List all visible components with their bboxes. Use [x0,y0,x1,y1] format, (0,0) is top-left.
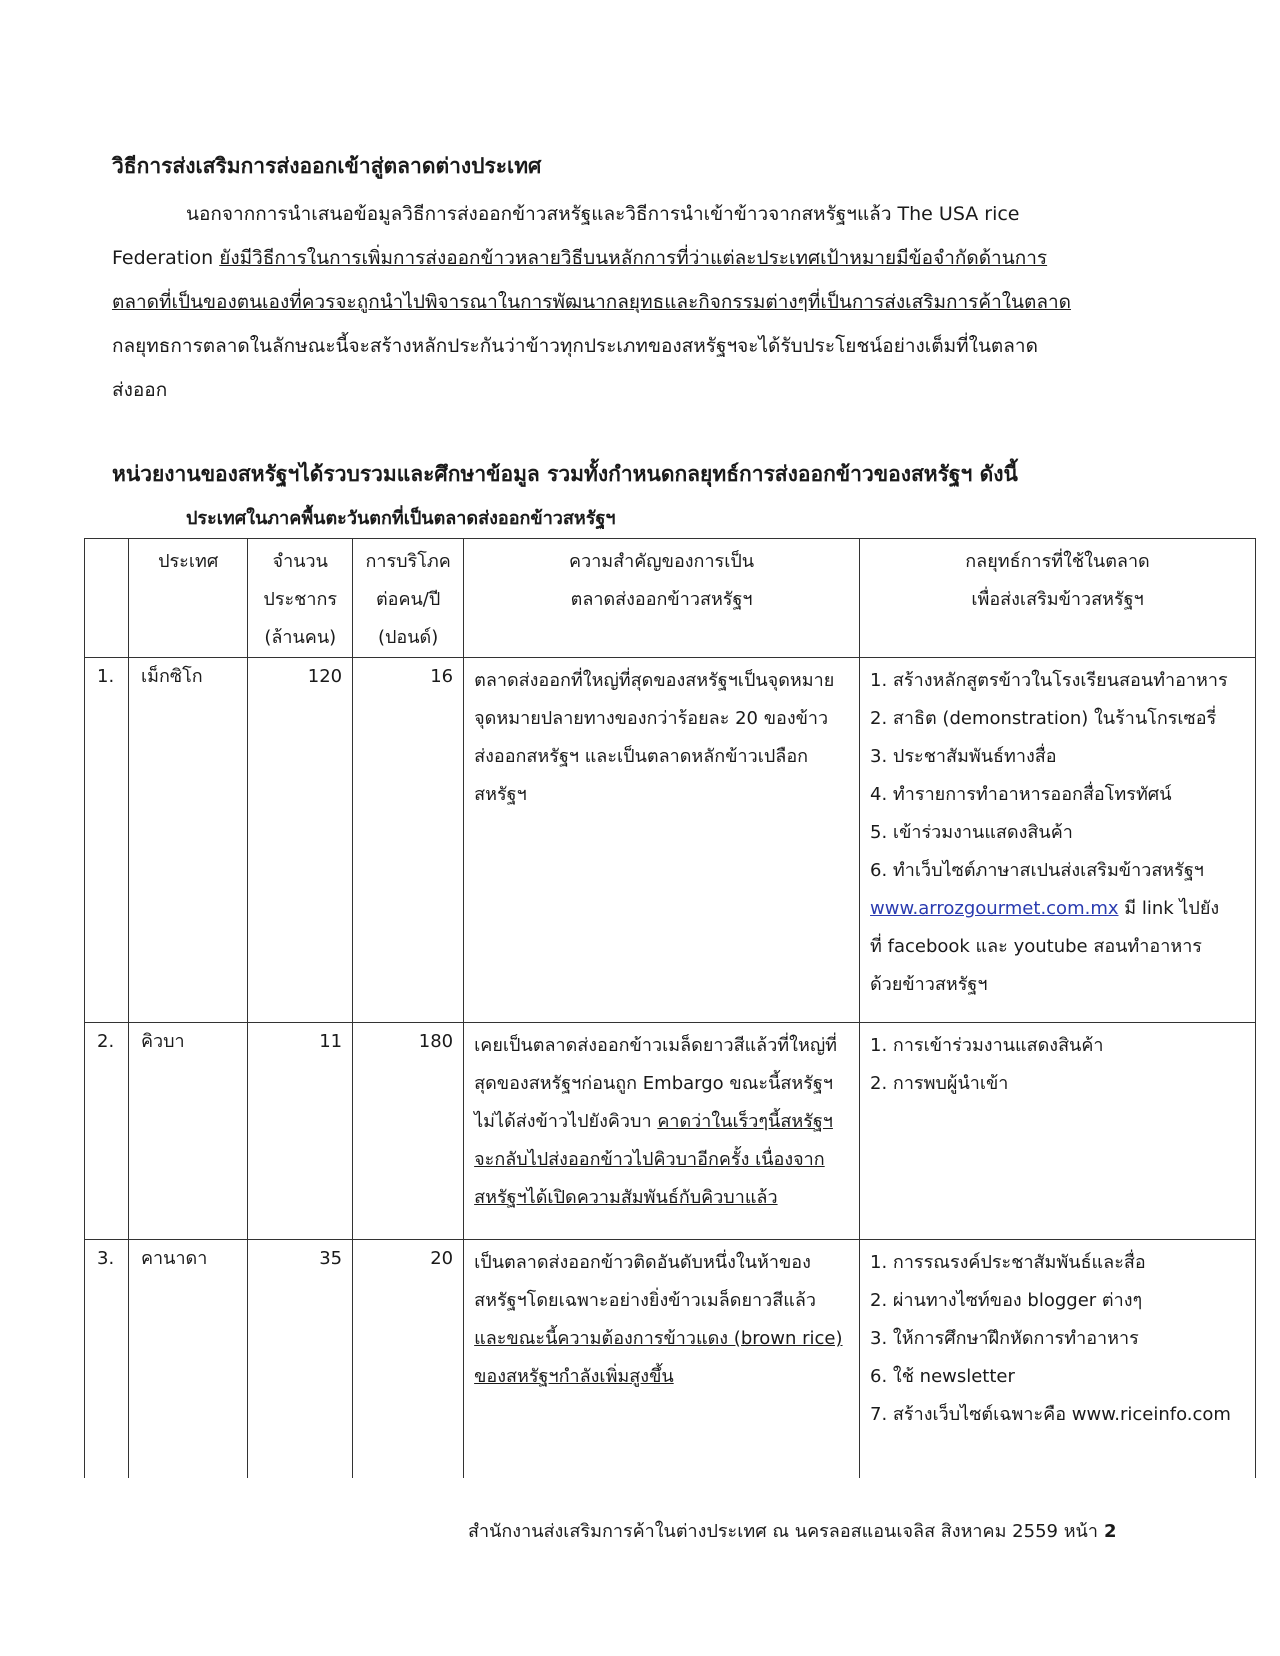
row-country: คิวบา [128,1023,247,1240]
paragraph-line-2-underlined: ยังมีวิธีการในการเพิ่มการส่งออกข้าวหลายวิธีบนหลักการที่ว่าแต่ละประเทศเป้าหมายมีข้อจำกัดด้านการ [219,247,1048,269]
table-caption: ประเทศในภาคพื้นตะวันตกที่เป็นตลาดส่งออกข้าวสหรัฐฯ [186,508,616,529]
row-number: 2. [85,1023,129,1240]
row-number: 3. [85,1240,129,1479]
table-row [85,1023,1256,1240]
intro-paragraph [112,192,1172,412]
paragraph-line-3: ตลาดที่เป็นของตนเองที่ควรจะถูกนำไปพิจารณาในการพัฒนากลยุทธและกิจกรรมต่างๆที่เป็นการส่งเสริมการค้าในตลาด [112,291,1071,313]
row-strategy: 1. การรณรงค์ประชาสัมพันธ์และสื่อ 2. ผ่านทางไซท์ของ blogger ต่างๆ 3. ให้การศึกษาฝึกหัดการทำอาหาร 6. ใช้ newsletter 7. สร้างเว็บไซต์เฉพาะคือ www.riceinfo.com [860,1240,1256,1479]
table-row [85,658,1256,1023]
header-importance: ความสำคัญของการเป็น ตลาดส่งออกข้าวสหรัฐฯ [464,539,860,658]
row-population: 35 [248,1240,353,1479]
header-strategy: กลยุทธ์การที่ใช้ในตลาด เพื่อส่งเสริมข้าวสหรัฐฯ [860,539,1256,658]
page-number: 2 [1103,1521,1117,1542]
row-population: 120 [248,658,353,1023]
section-heading: วิธีการส่งเสริมการส่งออกเข้าสู่ตลาดต่างประเทศ [112,154,542,178]
table-row [85,1240,1256,1479]
arrozgourmet-link[interactable]: www.arrozgourmet.com.mx [870,898,1119,919]
header-population: จำนวน ประชากร (ล้านคน) [248,539,353,658]
row-consumption: 16 [353,658,464,1023]
table-section-heading: หน่วยงานของสหรัฐฯได้รวบรวมและศึกษาข้อมูล รวมทั้งกำหนดกลยุทธ์การส่งออกข้าวของสหรัฐฯ ดังนี้ [112,462,1018,486]
row-importance: เป็นตลาดส่งออกข้าวติดอันดับหนึ่งในห้าของ สหรัฐฯโดยเฉพาะอย่างยิ่งข้าวเมล็ดยาวสีแล้ว และขณะนี้ความต้องการข้าวแดง (brown rice) ของสหรัฐฯกำลังเพิ่มสูงขึ้น [464,1240,860,1479]
export-markets-table [84,538,1256,1478]
header-number [85,539,129,658]
page-footer [468,1516,1117,1545]
paragraph-line-2-start: Federation [112,247,220,269]
header-consumption: การบริโภค ต่อคน/ปี (ปอนด์) [353,539,464,658]
row-strategy: 1. การเข้าร่วมงานแสดงสินค้า 2. การพบผู้นำเข้า [860,1023,1256,1240]
row-country: เม็กซิโก [128,658,247,1023]
header-country: ประเทศ [128,539,247,658]
row-consumption: 180 [353,1023,464,1240]
row-population: 11 [248,1023,353,1240]
paragraph-line-5: ส่งออก [112,379,168,401]
footer-text: สำนักงานส่งเสริมการค้าในต่างประเทศ ณ นครลอสแอนเจลิส สิงหาคม 2559 หน้า [468,1521,1098,1542]
paragraph-line-2 [112,236,1172,280]
row-strategy: 1. สร้างหลักสูตรข้าวในโรงเรียนสอนทำอาหาร 2. สาธิต (demonstration) ในร้านโกรเซอรี่ 3. ประชาสัมพันธ์ทางสื่อ 4. ทำรายการทำอาหารออกสื่อโทรทัศน์ 5. เข้าร่วมงานแสดงสินค้า 6. ทำเว็บไซต์ภาษาสเปนส่งเสริมข้าวสหรัฐฯ www.arrozgourmet.com.mx มี link ไปยัง ที่ facebook และ youtube สอนทำอาหาร ด้วยข้าวสหรัฐฯ [860,658,1256,1023]
row-country: คานาดา [128,1240,247,1479]
row-number: 1. [85,658,129,1023]
row-consumption: 20 [353,1240,464,1479]
paragraph-line-1: นอกจากการนำเสนอข้อมูลวิธีการส่งออกข้าวสหรัฐและวิธีการนำเข้าข้าวจากสหรัฐฯแล้ว The USA rice [186,203,1020,225]
row-importance: ตลาดส่งออกที่ใหญ่ที่สุดของสหรัฐฯเป็นจุดหมาย จุดหมายปลายทางของกว่าร้อยละ 20 ของข้าว ส่งออกสหรัฐฯ และเป็นตลาดหลักข้าวเปลือก สหรัฐฯ [464,658,860,1023]
paragraph-line-4: กลยุทธการตลาดในลักษณะนี้จะสร้างหลักประกันว่าข้าวทุกประเภทของสหรัฐฯจะได้รับประโยชน์อย่างเต็มที่ในตลาด [112,335,1038,357]
table-header-row [85,539,1256,658]
row-importance: เคยเป็นตลาดส่งออกข้าวเมล็ดยาวสีแล้วที่ใหญ่ที่ สุดของสหรัฐฯก่อนถูก Embargo ขณะนี้สหรัฐฯ ไม่ได้ส่งข้าวไปยังคิวบา คาดว่าในเร็วๆนี้สหรัฐฯ จะกลับไปส่งออกข้าวไปคิวบาอีกครั้ง เนื่องจาก สหรัฐฯได้เปิดความสัมพันธ์กับคิวบาแล้ว [464,1023,860,1240]
